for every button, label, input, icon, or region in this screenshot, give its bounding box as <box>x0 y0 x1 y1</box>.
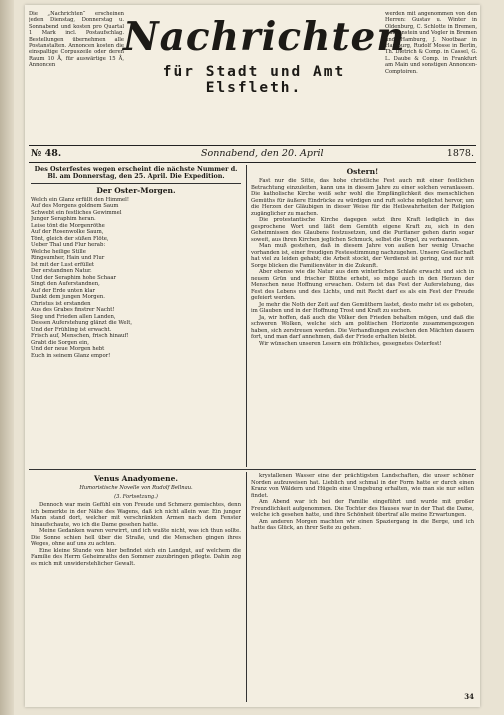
poem-line: Singt den Auferstandnen, <box>31 281 100 288</box>
novel-body-continued <box>251 473 474 532</box>
novel-paragraph: Dennoch war mein Gefühl ein von Freude und Schmerz gemischtes, denn ich bemerkte in der Nähe des Wagens, daß ich nicht allein war. Ein junger Mann stand dort, welcher mit verschränkten Armen nach dem Fenster hinaufschaute, wo ich die Dame gesehen hatte. <box>31 502 241 528</box>
poem-line: Euch in seinem Glanz empor! <box>31 352 111 359</box>
newspaper-page <box>25 5 480 707</box>
newspaper-title: Nachrichten <box>123 14 406 60</box>
poem-line: Schwebt ein festliches Gewimmel <box>31 209 122 216</box>
novel-body <box>31 502 241 567</box>
novel-title: Venus Anadyomene. <box>94 474 178 483</box>
easter-article-body <box>251 178 474 347</box>
poem-line: Tönt, gleich der süßen Flöte, <box>31 235 109 242</box>
masthead <box>123 7 406 96</box>
poem-line: Frisch auf, Menschen, frisch hinauf! <box>31 333 129 340</box>
poem-line: Und der neue Morgen hebt <box>31 346 105 353</box>
poem-line: Sieg und Frieden allen Landen, <box>31 313 116 320</box>
dateline-top-rule <box>29 145 476 146</box>
novel-paragraph: Meine Gedanken waren verwirrt, und ich wußte nicht, was ich thun sollte. Die Sonne schien hell über die Straße, und die Menschen gingen ihres Weges, ohne auf uns zu achten. <box>31 528 241 547</box>
poem-line: Grabt die Sorgen ein, <box>31 339 89 346</box>
book-binding <box>0 0 14 715</box>
novel-paragraph: Eine kleine Stunde von hier befindet sich ein Landgut, auf welchem die Familie des Herrn Geheimraths den Sommer zuzubringen pflegte. Dahin zog es mich mit unwiderstehlicher Gewalt. <box>31 547 241 567</box>
poem-line: Ringsumher, Hain und Flur <box>31 255 105 262</box>
column-divider-lower <box>246 472 247 702</box>
poem-line: Und der Frühling ist erwacht. <box>31 326 112 333</box>
easter-paragraph: Man muß gestehen, daß in diesem Jahre von außen her wenig Ursache vorhanden ist, einer freudigen Festesstimmung nachzugehen. Unsere Gesellschaft hat viel zu leiden gehabt; die Arbeit stockt, der Verdienst ist gering, und nur mit Sorge blicken die Familienväter in die Zukunft. <box>251 243 474 269</box>
poem-line: Und der Seraphim hohe Schaar <box>31 274 117 281</box>
subscription-notice-text: Die „Nachrichten“ erscheinen jeden Dienstag, Donnerstag u. Sonnabend und kosten pro Quartal 1 Mark incl. Postaufschlag. Bestellungen übernehmen alle Postanstalten. Annoncen kosten die einspaltige Corpuszeile oder deren Raum 10 Å, für auswärtige 15 Å, Annoncen <box>29 11 124 69</box>
poem-line: Aus des Grabes finstrer Nacht! <box>31 307 115 314</box>
poem-line: Auf der Rosenwolke Saum, <box>31 229 104 236</box>
left-column-upper <box>31 166 241 466</box>
column-divider-upper <box>246 165 247 467</box>
easter-paragraph: Die protestantische Kirche dagegen setzt ihre Kraft lediglich in das gesprochene Wort und läßt dem Gemüth eigene Kraft zu, sich in den Geheimnissen des Glaubens festzusetzen, und die Puritaner gehen darin sogar soweit, aus ihren Kirchen jeglichen Schmuck, selbst die Orgel, zu verbannen. <box>251 217 474 243</box>
novel-paragraph: Am Abend war ich bei der Familie eingeführt und wurde mit großer Freundlichkeit aufgenommen. Die Tochter des Hauses war in der That die Dame, welche ich gesehen hatte, und ihre Schönheit übertraf alle meine Erwartungen. <box>251 499 474 518</box>
poem-line: Auf der Erde unten klar <box>31 287 96 294</box>
feature-separator-rule <box>29 469 476 470</box>
poem-line: Dessen Auferstehung glänzt die Welt, <box>31 320 133 327</box>
poem-line: Dankt dem jungen Morgen. <box>31 294 105 301</box>
easter-paragraph: Aber ebenso wie die Natur aus dem winterlichen Schlafe erwacht und sich in neuem Grün und frischer Blüthe erhebt, so möge auch in den Herzen der Menschen neue Hoffnung erwachen. Ostern ist das Fest der Auferstehung, das Fest des Lebens und des Lichts, und mit Recht darf es als ein Fest der Freude gefeiert werden. <box>251 269 474 301</box>
poem-line: Ist mit der Lust erfüllet <box>31 261 95 268</box>
novel-part: (3. Fortsetzung.) <box>114 493 158 500</box>
poem-line: Auf des Morgens goldnem Saum <box>31 203 119 210</box>
easter-paragraph: Fast nur die Sitte, das hohe christliche Fest auch mit einer festlichen Betrachtung einzuleiten, kann uns in diesem Jahre zu einer solchen veranlassen. Die katholische Kirche weiß sehr wohl die Empfänglichkeit des menschlichen Gemüths für äußere Eindrücke zu würdigen und ruft solche möglichst hervor, um die Herzen der Gläubigen in dieser Weise für die Heilswahrheiten der Religion zugänglicher zu machen. <box>251 178 474 217</box>
poem-line: Welch ein Glanz erfüllt den Himmel! <box>31 196 129 203</box>
poem-line: Welche heilige Stille <box>31 248 86 255</box>
poem-line: Junger Seraphim heran. <box>31 216 96 223</box>
novel-paragraph: krystallenen Wasser eine der prächtigsten Landschaften, die unser schöner Norden aufzuweisen hat. Lieblich und schmal in der Form hatte er durch einen Kranz von Wäldern und Hügeln eine Umgebung erhalten, wie man sie nur selten findet. <box>251 473 474 499</box>
poem-line: Der erstandnen Natur. <box>31 268 92 275</box>
newspaper-subtitle: für Stadt und Amt Elsfleth. <box>162 64 346 96</box>
right-column-lower <box>251 473 474 695</box>
advertising-agents-notice <box>385 11 477 123</box>
issue-number: № 48. <box>31 148 62 159</box>
poem-line: Leise tönt die Morgenröthe <box>31 222 105 229</box>
dateline <box>31 148 474 160</box>
poem-line: Christus ist erstanden <box>31 300 91 307</box>
easter-paragraph: Ja, wir hoffen, daß auch die Völker den Frieden behalten mögen, und daß die schweren Wolken, welche sich am politischen Horizonte zusammengezogen haben, sich zerstreuen werden. Die Verhandlungen zwischen den Mächten dauern fort, und man darf annehmen, daß der Friede erhalten bleibt. <box>251 314 474 340</box>
poem-title: Der Oster-Morgen. <box>96 185 176 195</box>
poem-line: Ueber Thal und Flur herab: <box>31 242 106 249</box>
easter-paragraph: Je mehr die Noth der Zeit auf den Gemüthern lastet, desto mehr ist es geboten, im Glauben und in der Hoffnung Trost und Kraft zu suchen. <box>251 301 474 314</box>
issue-date: Sonnabend, den 20. April <box>201 148 324 159</box>
page-number: 34 <box>464 692 474 701</box>
holiday-notice: Des Osterfestes wegen erscheint die nächste Nummer d. Bl. am Donnerstag, den 25. April. Die Expedition. <box>31 166 241 184</box>
left-column-lower <box>31 473 241 701</box>
dateline-bottom-rule <box>29 162 476 163</box>
subscription-notice <box>29 11 124 123</box>
novel-paragraph: Am anderen Morgen machten wir einen Spaziergang in die Berge, und ich hatte das Glück, an ihrer Seite zu gehen. <box>251 518 474 531</box>
easter-paragraph: Wir wünschen unseren Lesern ein fröhliches, gesegnetes Osterfest! <box>259 340 442 347</box>
poem-body <box>31 197 241 360</box>
easter-article-title: Ostern! <box>346 167 379 176</box>
novel-subtitle: Humoristische Novelle von Rudolf Bellnau. <box>79 485 193 491</box>
right-column-upper <box>251 166 474 466</box>
issue-year: 1878. <box>446 148 474 159</box>
advertising-agents-text: werden mit angenommen von den Herren: Gustav u. Winter in Oldenburg, C. Schlotte in Bremen, Haasenstein und Vogler in Bremen und Hamburg, J. Nootbaar in Hamburg, Rudolf Mosse in Berlin, Th. Dietrich & Comp. in Cassel, G. L. Daube & Comp. in Frankfurt am Main und sonstigen Annoncen-Comptoiren. <box>385 11 477 75</box>
